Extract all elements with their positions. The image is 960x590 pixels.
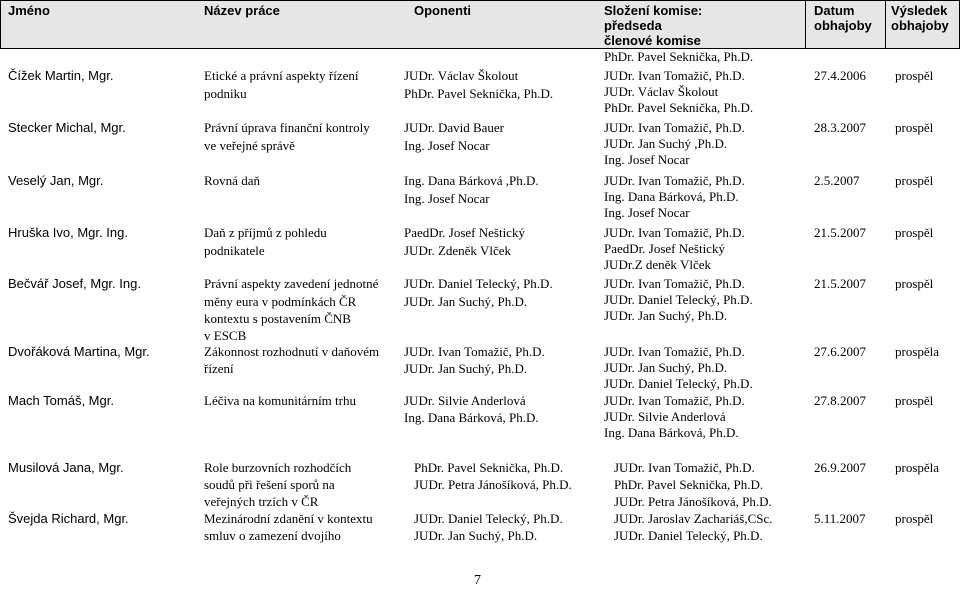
row-jmeno: Stecker Michal, Mgr. — [8, 120, 126, 135]
row-komise: Ing. Dana Bárková, Ph.D. — [604, 189, 739, 204]
row-komise: PhDr. Pavel Seknička, Ph.D. — [604, 100, 754, 115]
row-oponent: PhDr. Pavel Seknička, Ph.D. — [404, 86, 554, 101]
row-komise: JUDr. Ivan Tomažič, Ph.D. — [604, 225, 745, 240]
row-nazev: Etické a právní aspekty řízení — [204, 68, 359, 83]
header-oponenti: Oponenti — [414, 3, 472, 18]
row-nazev: podnikatele — [204, 243, 265, 258]
header-slozeni-komise-3: členové komise — [604, 33, 701, 48]
header-vysledek-2: obhajoby — [891, 18, 949, 33]
header-vysledek-1: Výsledek — [891, 3, 948, 18]
row-oponent: JUDr. Silvie Anderlová — [404, 393, 526, 408]
row-komise: Ing. Dana Bárková, Ph.D. — [604, 425, 739, 440]
row-vysledek: prospěl — [895, 393, 934, 408]
row-oponent: JUDr. Jan Suchý, Ph.D. — [404, 361, 528, 376]
row-nazev: podniku — [204, 86, 247, 101]
row-vysledek: prospěl — [895, 120, 934, 135]
row-komise: JUDr. Ivan Tomažič, Ph.D. — [604, 120, 745, 135]
row-jmeno: Hruška Ivo, Mgr. Ing. — [8, 225, 128, 240]
row-komise: Ing. Josef Nocar — [604, 152, 690, 167]
row-nazev: Léčiva na komunitárním trhu — [204, 393, 356, 408]
row-jmeno: Bečvář Josef, Mgr. Ing. — [8, 276, 141, 291]
row-oponent: JUDr. Ivan Tomažič, Ph.D. — [404, 344, 545, 359]
row-oponent: Ing. Josef Nocar — [404, 191, 490, 206]
row-jmeno: Čížek Martin, Mgr. — [8, 68, 114, 83]
row-nazev: Právní aspekty zavedení jednotné — [204, 276, 379, 291]
row-datum: 27.6.2007 — [814, 344, 866, 359]
row-komise: PaedDr. Josef Neštický — [604, 241, 725, 256]
row-komise: JUDr.Z deněk Vlček — [604, 257, 711, 272]
row-oponent: JUDr. Daniel Telecký, Ph.D. — [414, 511, 563, 526]
row-oponent: Ing. Dana Bárková, Ph.D. — [404, 410, 539, 425]
row-komise: JUDr. Ivan Tomažič, Ph.D. — [614, 460, 755, 475]
row-nazev: v ESCB — [204, 328, 247, 343]
row-komise: JUDr. Silvie Anderlová — [604, 409, 726, 424]
row-oponent: JUDr. Václav Školout — [404, 68, 519, 83]
row-komise: JUDr. Jaroslav Zachariáš,CSc. — [614, 511, 773, 526]
row-oponent: Ing. Josef Nocar — [404, 138, 490, 153]
row-komise: JUDr. Daniel Telecký, Ph.D. — [614, 528, 763, 543]
row-jmeno: Dvořáková Martina, Mgr. — [8, 344, 150, 359]
row-jmeno: Švejda Richard, Mgr. — [8, 511, 129, 526]
row-komise: JUDr. Ivan Tomažič, Ph.D. — [604, 393, 745, 408]
row-oponent: JUDr. Daniel Telecký, Ph.D. — [404, 276, 553, 291]
header-slozeni-komise-1: Složení komise: — [604, 3, 703, 18]
row-vysledek: prospěl — [895, 511, 934, 526]
row-vysledek: prospěl — [895, 225, 934, 240]
header-top-border — [0, 0, 960, 1]
row-oponent: JUDr. Petra Jánošíková, Ph.D. — [414, 477, 572, 492]
col-divider — [885, 0, 886, 48]
header-jmeno: Jméno — [8, 3, 50, 18]
row-komise: JUDr. Jan Suchý, Ph.D. — [604, 308, 728, 323]
row-nazev: ve veřejné správě — [204, 138, 295, 153]
row-oponent: PaedDr. Josef Neštický — [404, 225, 525, 240]
row-komise: JUDr. Ivan Tomažič, Ph.D. — [604, 68, 745, 83]
row-komise: JUDr. Petra Jánošíková, Ph.D. — [614, 494, 772, 509]
row-komise: JUDr. Jan Suchý ,Ph.D. — [604, 136, 728, 151]
row-nazev: kontextu s postavením ČNB — [204, 311, 351, 326]
row-nazev: Rovná daň — [204, 173, 260, 188]
row-nazev: Role burzovních rozhodčích — [204, 460, 352, 475]
row-oponent: Ing. Dana Bárková ,Ph.D. — [404, 173, 539, 188]
row-komise: JUDr. Daniel Telecký, Ph.D. — [604, 292, 753, 307]
row-oponent: JUDr. Zdeněk Vlček — [404, 243, 511, 258]
row-oponent: PhDr. Pavel Seknička, Ph.D. — [414, 460, 564, 475]
row-nazev: Daň z příjmů z pohledu — [204, 225, 327, 240]
row-nazev: smluv o zamezení dvojího — [204, 528, 341, 543]
header-datum-1: Datum — [814, 3, 855, 18]
row-komise: JUDr. Ivan Tomažič, Ph.D. — [604, 344, 745, 359]
row-vysledek: prospěl — [895, 68, 934, 83]
row-komise: JUDr. Václav Školout — [604, 84, 719, 99]
row-nazev: soudů při řešení sporů na — [204, 477, 335, 492]
row-oponent: JUDr. David Bauer — [404, 120, 505, 135]
row-jmeno: Veselý Jan, Mgr. — [8, 173, 104, 188]
page-number: 7 — [474, 573, 481, 588]
row-komise: JUDr. Daniel Telecký, Ph.D. — [604, 376, 753, 391]
col-divider — [0, 0, 1, 48]
header-nazev-prace: Název práce — [204, 3, 280, 18]
row-nazev: veřejných trzích v ČR — [204, 494, 319, 509]
row-komise: Ing. Josef Nocar — [604, 205, 690, 220]
row-oponent: JUDr. Jan Suchý, Ph.D. — [404, 294, 528, 309]
row-nazev: Mezinárodní zdanění v kontextu — [204, 511, 373, 526]
header-datum-2: obhajoby — [814, 18, 872, 33]
row-komise: JUDr. Ivan Tomažič, Ph.D. — [604, 173, 745, 188]
row-vysledek: prospěl — [895, 276, 934, 291]
row-vysledek: prospěl — [895, 173, 934, 188]
row-jmeno: Musilová Jana, Mgr. — [8, 460, 124, 475]
row-nazev: Právní úprava finanční kontroly — [204, 120, 370, 135]
row-datum: 27.4.2006 — [814, 68, 866, 83]
row-komise: JUDr. Jan Suchý, Ph.D. — [604, 360, 728, 375]
row-datum: 2.5.2007 — [814, 173, 860, 188]
col-divider — [805, 0, 806, 48]
row-datum: 21.5.2007 — [814, 276, 866, 291]
row-jmeno: Mach Tomáš, Mgr. — [8, 393, 114, 408]
row-oponent: JUDr. Jan Suchý, Ph.D. — [414, 528, 538, 543]
header-bottom-border — [0, 48, 960, 49]
row-nazev: řízení — [204, 361, 234, 376]
komise-overflow: PhDr. Pavel Seknička, Ph.D. — [604, 49, 754, 64]
row-vysledek: prospěla — [895, 344, 940, 359]
row-datum: 5.11.2007 — [814, 511, 866, 526]
row-datum: 21.5.2007 — [814, 225, 866, 240]
row-komise: PhDr. Pavel Seknička, Ph.D. — [614, 477, 764, 492]
row-datum: 28.3.2007 — [814, 120, 866, 135]
row-nazev: měny eura v podmínkách ČR — [204, 294, 357, 309]
row-komise: JUDr. Ivan Tomažič, Ph.D. — [604, 276, 745, 291]
row-datum: 26.9.2007 — [814, 460, 866, 475]
row-nazev: Zákonnost rozhodnutí v daňovém — [204, 344, 380, 359]
row-vysledek: prospěla — [895, 460, 940, 475]
row-datum: 27.8.2007 — [814, 393, 866, 408]
header-slozeni-komise-2: předseda — [604, 18, 662, 33]
